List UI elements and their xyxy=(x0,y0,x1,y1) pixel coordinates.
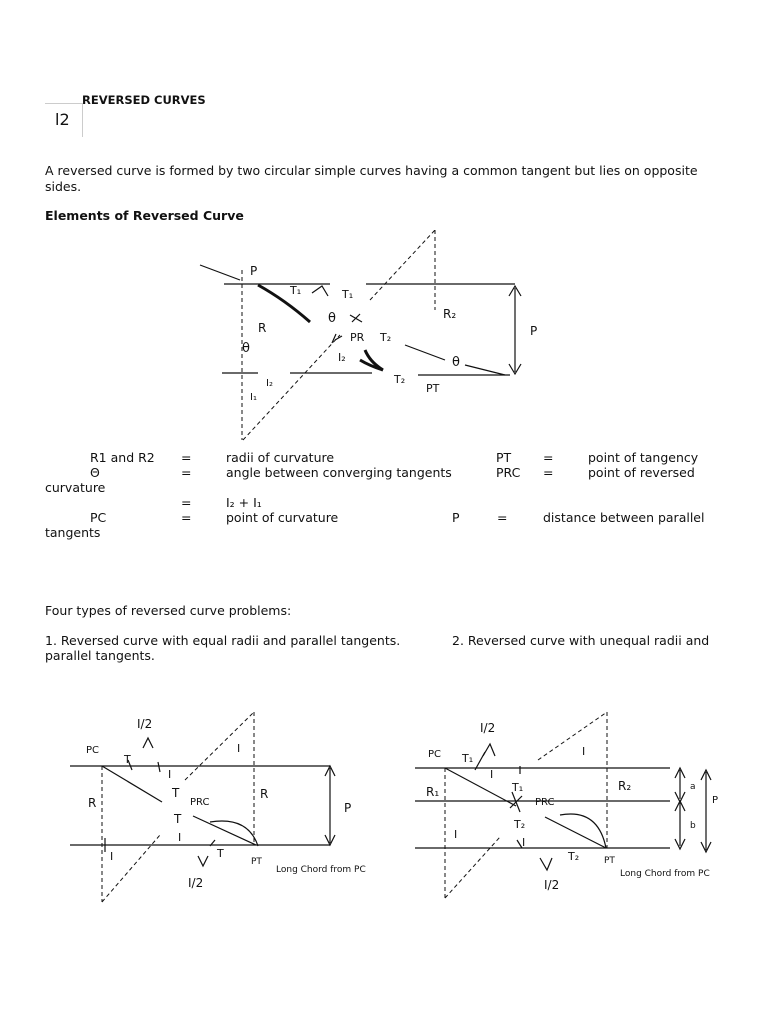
d2-pc: PC xyxy=(428,749,442,760)
def-prc-eq: = xyxy=(543,465,554,480)
d2-i2-top: I/2 xyxy=(480,721,496,735)
d1-long-chord: Long Chord from PC xyxy=(276,865,366,875)
label-p-side: P xyxy=(530,324,538,338)
label-p-top: P xyxy=(250,264,258,278)
elements-heading: Elements of Reversed Curve xyxy=(45,208,244,223)
def-pt-term: PT xyxy=(496,450,512,465)
page-number: l2 xyxy=(55,110,70,129)
d2-t2-mid: T₂ xyxy=(514,818,526,831)
type2-cont: parallel tangents. xyxy=(45,648,155,663)
label-i1: I₁ xyxy=(250,392,257,403)
label-theta3: θ xyxy=(452,355,460,370)
def-pc-eq: = xyxy=(181,510,192,525)
d2-i-left: I xyxy=(454,828,458,841)
d1-t-bot: T xyxy=(217,847,224,860)
d1-i2-top: I/2 xyxy=(137,717,153,731)
label-i2: I₂ xyxy=(338,351,346,364)
d1-pt: PT xyxy=(251,857,262,867)
def-pc-def: point of curvature xyxy=(226,510,339,525)
def-prc-def: point of reversed xyxy=(588,465,695,480)
def-pc-term: PC xyxy=(90,510,107,525)
def-p-term: P xyxy=(452,510,460,525)
def-prc-cont: curvature xyxy=(45,480,106,495)
intro-paragraph: A reversed curve is formed by two circular simple curves having a common tangent but lies on opposite sides. xyxy=(45,163,698,194)
d2-t1-top: T₁ xyxy=(462,752,474,765)
def-theta-term: Θ xyxy=(90,465,100,480)
d1-r-left: R xyxy=(88,796,97,810)
d1-pc: PC xyxy=(86,745,100,756)
d2-a: a xyxy=(690,782,696,792)
d1-t-mid1: T xyxy=(172,786,180,800)
d2-p: P xyxy=(712,795,719,806)
d2-r1: R₁ xyxy=(426,785,440,799)
label-t2b: T₂ xyxy=(394,373,406,386)
d1-i-left: I xyxy=(110,850,114,863)
d1-t-mid2: T xyxy=(174,812,182,826)
def-pt-eq: = xyxy=(543,450,554,465)
label-r: R xyxy=(258,321,267,335)
d2-b: b xyxy=(690,821,696,831)
d2-t2-bot: T₂ xyxy=(568,850,580,863)
d1-prc: PRC xyxy=(190,797,210,808)
page-title: REVERSED CURVES xyxy=(82,93,206,107)
label-t2a: T₂ xyxy=(380,331,392,344)
def-r1r2-eq: = xyxy=(181,450,192,465)
def-prc-term: PRC xyxy=(496,465,521,480)
type1-text: 1. Reversed curve with equal radii and parallel tangents. xyxy=(45,633,401,648)
def-r1r2-def: radii of curvature xyxy=(226,450,335,465)
def-pt-def: point of tangency xyxy=(588,450,699,465)
label-theta1: θ xyxy=(328,311,336,326)
def-theta-def: angle between converging tangents xyxy=(226,465,452,480)
label-i2b: I₂ xyxy=(266,378,273,389)
def-p-def: distance between parallel xyxy=(543,510,705,525)
def-r1r2-term: R1 and R2 xyxy=(90,450,155,465)
label-pr: PR xyxy=(350,331,365,344)
d2-t1-mid: T₁ xyxy=(512,781,524,794)
d1-i2-bot: I/2 xyxy=(188,876,204,890)
d1-i-mid: I xyxy=(178,831,182,844)
label-t1a: T₁ xyxy=(290,284,302,297)
def-sum-def: I₂ + I₁ xyxy=(226,495,262,510)
label-t1b: T₁ xyxy=(342,288,354,301)
d2-prc: PRC xyxy=(535,797,555,808)
d1-r-right: R xyxy=(260,787,269,801)
d1-t-top: T xyxy=(124,753,131,766)
type2-text: 2. Reversed curve with unequal radii and xyxy=(452,633,710,648)
types-heading: Four types of reversed curve problems: xyxy=(45,603,292,618)
d2-r2: R₂ xyxy=(618,779,632,793)
d2-i-top: I xyxy=(582,745,586,758)
d1-i-top: I xyxy=(237,742,241,755)
def-p-cont: tangents xyxy=(45,525,101,540)
d1-i-small: I xyxy=(168,768,172,781)
d2-long-chord: Long Chord from PC xyxy=(620,869,710,879)
d2-i2-bot: I/2 xyxy=(544,878,560,892)
d2-pt: PT xyxy=(604,856,615,866)
label-r2: R₂ xyxy=(443,307,457,321)
d2-i-mid: I xyxy=(522,836,526,849)
d1-p: P xyxy=(344,801,352,815)
d2-i-small: I xyxy=(490,768,494,781)
label-theta2: θ xyxy=(242,341,250,356)
label-pt: PT xyxy=(426,382,440,395)
def-theta-eq: = xyxy=(181,465,192,480)
def-sum-eq: = xyxy=(181,495,192,510)
def-p-eq: = xyxy=(497,510,508,525)
